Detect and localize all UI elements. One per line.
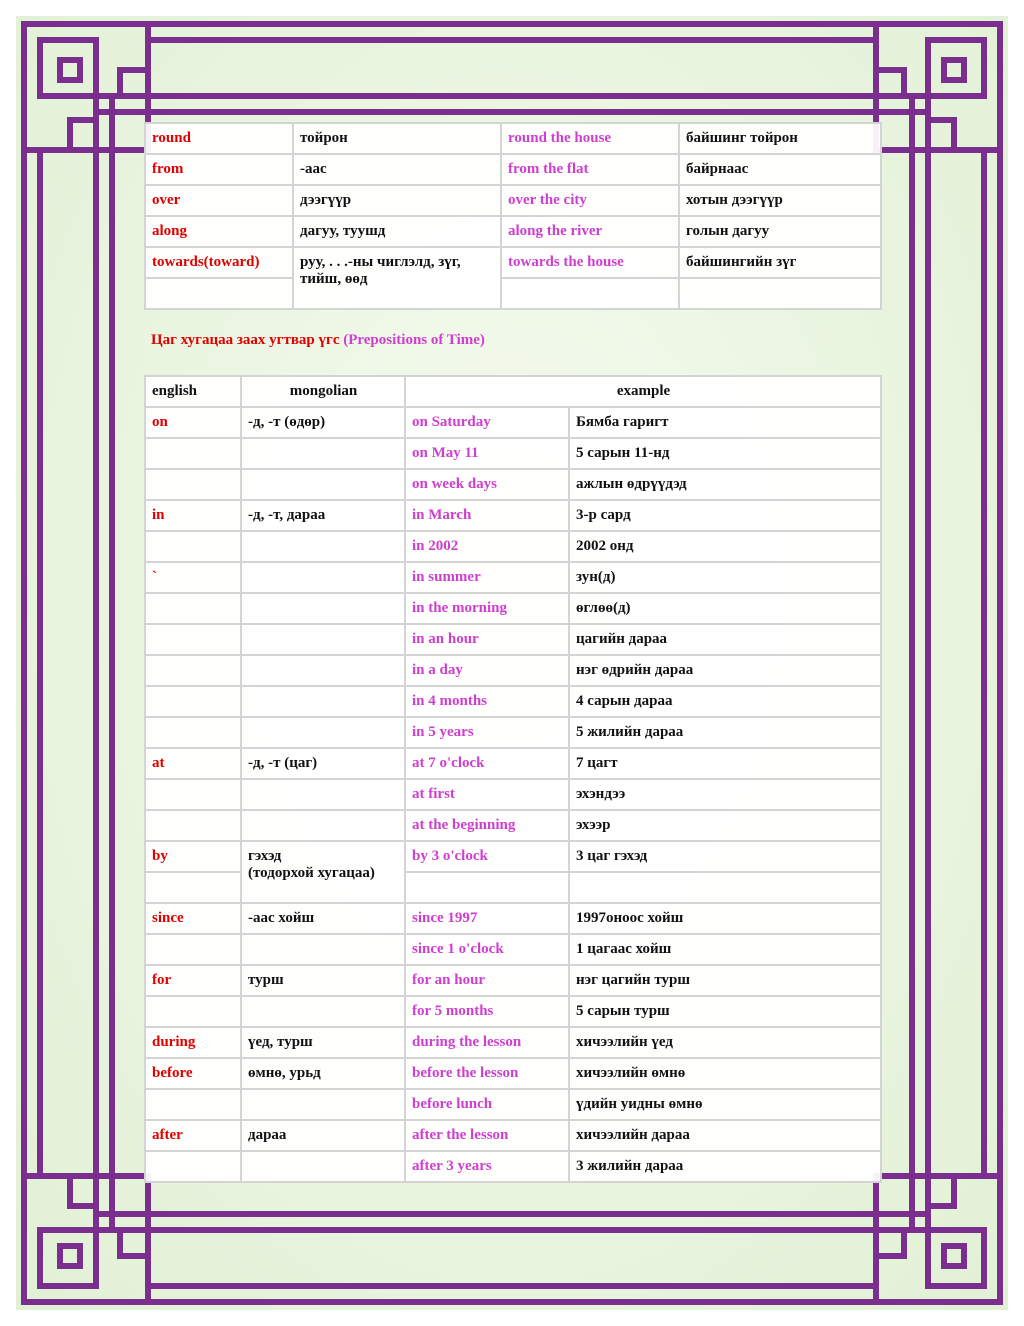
- mongolian-cell: турш: [241, 965, 405, 996]
- example-cell: round the house: [501, 123, 679, 154]
- table-row: [145, 748, 881, 779]
- table-row: [145, 717, 881, 748]
- translation-cell: хичээлийн үед: [569, 1027, 881, 1058]
- example-cell: before lunch: [405, 1089, 569, 1120]
- table-row: [145, 996, 881, 1027]
- example-cell: after 3 years: [405, 1151, 569, 1182]
- example-cell: since 1 o'clock: [405, 934, 569, 965]
- preposition-cell: in: [145, 500, 241, 531]
- example-cell: on week days: [405, 469, 569, 500]
- mongolian-cell: [241, 624, 405, 655]
- table-row: [145, 278, 881, 309]
- example-cell: in the morning: [405, 593, 569, 624]
- example-cell: along the river: [501, 216, 679, 247]
- section-heading: [151, 332, 485, 349]
- table-row: [145, 903, 881, 934]
- mongolian-cell: дараа: [241, 1120, 405, 1151]
- example-cell: in an hour: [405, 624, 569, 655]
- preposition-cell: [145, 872, 241, 903]
- preposition-cell: towards(toward): [145, 247, 293, 278]
- table-row: [145, 123, 881, 154]
- preposition-cell: [145, 686, 241, 717]
- translation-cell: 1997оноос хойш: [569, 903, 881, 934]
- mongolian-cell: -д, -т, дараа: [241, 500, 405, 531]
- mongolian-cell: [241, 934, 405, 965]
- preposition-cell: round: [145, 123, 293, 154]
- place-prepositions-table: [144, 122, 882, 310]
- table-row: [145, 779, 881, 810]
- preposition-cell: [145, 593, 241, 624]
- preposition-cell: for: [145, 965, 241, 996]
- table-row: [145, 624, 881, 655]
- table-row: [145, 965, 881, 996]
- table-row: [145, 407, 881, 438]
- example-cell: on May 11: [405, 438, 569, 469]
- table-row: [145, 500, 881, 531]
- translation-cell: байшинг тойрон: [679, 123, 881, 154]
- mongolian-cell: [241, 779, 405, 810]
- example-cell: from the flat: [501, 154, 679, 185]
- empty-cell: [679, 278, 881, 309]
- header-row: [145, 376, 881, 407]
- translation-cell: 4 сарын дараа: [569, 686, 881, 717]
- table-row: [145, 934, 881, 965]
- mongolian-cell: үед, турш: [241, 1027, 405, 1058]
- example-cell: before the lesson: [405, 1058, 569, 1089]
- mongolian-cell: [241, 655, 405, 686]
- preposition-cell: by: [145, 841, 241, 872]
- translation-cell: 3 жилийн дараа: [569, 1151, 881, 1182]
- table-row: [145, 216, 881, 247]
- translation-cell: эхээр: [569, 810, 881, 841]
- preposition-cell: [145, 934, 241, 965]
- mongolian-cell: [241, 562, 405, 593]
- preposition-cell: from: [145, 154, 293, 185]
- preposition-cell: [145, 717, 241, 748]
- example-cell: by 3 o'clock: [405, 841, 569, 872]
- example-cell: for 5 months: [405, 996, 569, 1027]
- table-row: [145, 469, 881, 500]
- translation-cell: [569, 872, 881, 903]
- header-mongolian: mongolian: [241, 376, 405, 407]
- example-cell: after the lesson: [405, 1120, 569, 1151]
- mongolian-cell: -аас хойш: [241, 903, 405, 934]
- mongolian-cell: [241, 469, 405, 500]
- preposition-cell: [145, 531, 241, 562]
- example-cell: over the city: [501, 185, 679, 216]
- example-cell: on Saturday: [405, 407, 569, 438]
- example-cell: since 1997: [405, 903, 569, 934]
- table-row: [145, 655, 881, 686]
- example-cell: in a day: [405, 655, 569, 686]
- time-prepositions-table: [144, 375, 882, 1183]
- preposition-cell: [145, 810, 241, 841]
- example-cell: at 7 o'clock: [405, 748, 569, 779]
- example-cell: in 2002: [405, 531, 569, 562]
- translation-cell: зун(д): [569, 562, 881, 593]
- translation-cell: хичээлийн өмнө: [569, 1058, 881, 1089]
- preposition-cell: over: [145, 185, 293, 216]
- table-row: [145, 1058, 881, 1089]
- example-cell: in March: [405, 500, 569, 531]
- mongolian-cell: руу, . . .-ны чиглэлд, зүг, тийш, өөд: [293, 247, 501, 309]
- translation-cell: нэг цагийн турш: [569, 965, 881, 996]
- mongolian-cell: -д, -т (өдөр): [241, 407, 405, 438]
- table-row: [145, 810, 881, 841]
- mongolian-cell: дээгүүр: [293, 185, 501, 216]
- example-cell: [405, 872, 569, 903]
- example-cell: at first: [405, 779, 569, 810]
- translation-cell: үдийн уидны өмнө: [569, 1089, 881, 1120]
- translation-cell: 3-р сард: [569, 500, 881, 531]
- preposition-cell: [145, 438, 241, 469]
- example-cell: towards the house: [501, 247, 679, 278]
- preposition-cell: [145, 469, 241, 500]
- preposition-cell: during: [145, 1027, 241, 1058]
- translation-cell: 5 сарын турш: [569, 996, 881, 1027]
- table-row: [145, 686, 881, 717]
- mongolian-cell: гэхэд (тодорхой хугацаа): [241, 841, 405, 903]
- translation-cell: байшингийн зүг: [679, 247, 881, 278]
- table-row: [145, 185, 881, 216]
- preposition-cell: on: [145, 407, 241, 438]
- heading-sub: (Prepositions of Time): [343, 332, 485, 348]
- translation-cell: 7 цагт: [569, 748, 881, 779]
- mongolian-cell: [241, 438, 405, 469]
- translation-cell: 5 сарын 11-нд: [569, 438, 881, 469]
- translation-cell: ажлын өдрүүдэд: [569, 469, 881, 500]
- mongolian-cell: [241, 686, 405, 717]
- table-row: [145, 1089, 881, 1120]
- preposition-cell: at: [145, 748, 241, 779]
- mongolian-cell: [241, 996, 405, 1027]
- table-row: [145, 1120, 881, 1151]
- header-english: english: [145, 376, 241, 407]
- empty-cell: [145, 278, 293, 309]
- table-row: [145, 841, 881, 872]
- mongolian-cell: тойрон: [293, 123, 501, 154]
- table-row: [145, 247, 881, 278]
- example-cell: for an hour: [405, 965, 569, 996]
- preposition-cell: before: [145, 1058, 241, 1089]
- preposition-cell: [145, 655, 241, 686]
- mongolian-cell: -д, -т (цаг): [241, 748, 405, 779]
- example-cell: during the lesson: [405, 1027, 569, 1058]
- mongolian-cell: [241, 593, 405, 624]
- example-cell: at the beginning: [405, 810, 569, 841]
- translation-cell: хичээлийн дараа: [569, 1120, 881, 1151]
- header-example: example: [405, 376, 881, 407]
- translation-cell: голын дагуу: [679, 216, 881, 247]
- example-cell: in 4 months: [405, 686, 569, 717]
- translation-cell: байрнаас: [679, 154, 881, 185]
- translation-cell: өглөө(д): [569, 593, 881, 624]
- mongolian-cell: -аас: [293, 154, 501, 185]
- preposition-cell: [145, 996, 241, 1027]
- heading-main: Цаг хугацаа заах угтвар үгс: [151, 332, 340, 348]
- translation-cell: цагийн дараа: [569, 624, 881, 655]
- mongolian-cell: [241, 1089, 405, 1120]
- preposition-cell: after: [145, 1120, 241, 1151]
- mongolian-cell: [241, 810, 405, 841]
- mongolian-cell: дагуу, туушд: [293, 216, 501, 247]
- example-cell: in 5 years: [405, 717, 569, 748]
- preposition-cell: along: [145, 216, 293, 247]
- preposition-cell: [145, 1151, 241, 1182]
- preposition-cell: [145, 779, 241, 810]
- table-row: [145, 1027, 881, 1058]
- mongolian-cell: [241, 717, 405, 748]
- table-row: [145, 154, 881, 185]
- mongolian-cell: [241, 531, 405, 562]
- translation-cell: 3 цаг гэхэд: [569, 841, 881, 872]
- translation-cell: нэг өдрийн дараа: [569, 655, 881, 686]
- example-cell: in summer: [405, 562, 569, 593]
- table-row: [145, 1151, 881, 1182]
- preposition-cell: since: [145, 903, 241, 934]
- table-row: [145, 531, 881, 562]
- translation-cell: 2002 онд: [569, 531, 881, 562]
- preposition-cell: [145, 1089, 241, 1120]
- time-table-body: [145, 407, 881, 1182]
- translation-cell: 5 жилийн дараа: [569, 717, 881, 748]
- table-row: [145, 593, 881, 624]
- translation-cell: Бямба гаригт: [569, 407, 881, 438]
- translation-cell: хотын дээгүүр: [679, 185, 881, 216]
- empty-cell: [501, 278, 679, 309]
- mongolian-cell: өмнө, урьд: [241, 1058, 405, 1089]
- table-row: [145, 562, 881, 593]
- table-row: [145, 438, 881, 469]
- mongolian-cell: [241, 1151, 405, 1182]
- translation-cell: эхэндээ: [569, 779, 881, 810]
- translation-cell: 1 цагаас хойш: [569, 934, 881, 965]
- preposition-cell: `: [145, 562, 241, 593]
- preposition-cell: [145, 624, 241, 655]
